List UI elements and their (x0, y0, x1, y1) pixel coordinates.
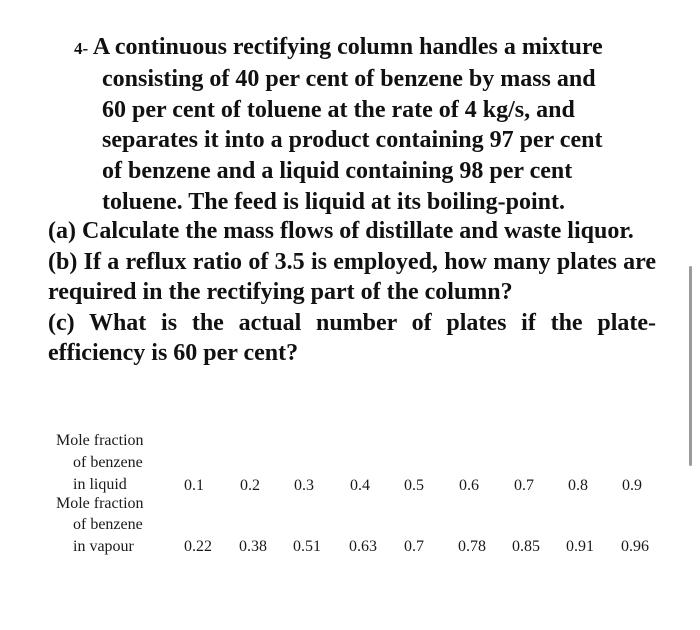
row2-value: 0.96 (621, 538, 649, 555)
row1-label-line: of benzene (73, 454, 143, 471)
row1-value: 0.5 (404, 477, 424, 494)
problem-body-line: of benzene and a liquid containing 98 per cent (102, 158, 573, 185)
problem-first-line-text: A continuous rectifying column handles a mixture (92, 34, 603, 60)
row1-label-line: in liquid (73, 476, 127, 493)
problem-body-line: 60 per cent of toluene at the rate of 4 kg/s, and (102, 96, 575, 123)
row1-value: 0.6 (459, 477, 479, 494)
row1-label-line: Mole fraction (56, 432, 144, 449)
row2-value: 0.63 (349, 538, 377, 555)
part-a: (a) Calculate the mass flows of distillate and waste liquor. (48, 218, 634, 244)
row2-value: 0.22 (184, 538, 212, 555)
row2-value: 0.38 (239, 538, 267, 555)
part-b: (b) If a reflux ratio of 3.5 is employed, how many plates are required in the rectifying part of the column? (48, 248, 656, 305)
row1-value: 0.7 (514, 477, 534, 494)
problem-body-line: toluene. The feed is liquid at its boiling-point. (102, 188, 565, 215)
row1-value: 0.2 (240, 477, 260, 494)
row1-value: 0.9 (622, 477, 642, 494)
row2-label-line: of benzene (73, 516, 143, 533)
row2-value: 0.78 (458, 538, 486, 555)
row1-value: 0.3 (294, 477, 314, 494)
problem-body-line: separates it into a product containing 97 per cent (102, 127, 603, 154)
row2-value: 0.91 (566, 538, 594, 555)
row2-label-line: Mole fraction (56, 495, 144, 512)
row1-value: 0.1 (184, 477, 204, 494)
part-c: (c) What is the actual number of plates if the plate-efficiency is 60 per cent? (48, 309, 656, 366)
row2-value: 0.85 (512, 538, 540, 555)
row1-value: 0.8 (568, 477, 588, 494)
problem-body-line: consisting of 40 per cent of benzene by mass and (102, 66, 596, 92)
vertical-scrollbar[interactable] (689, 266, 692, 466)
row2-value: 0.51 (293, 538, 321, 555)
row2-value: 0.7 (404, 538, 424, 555)
problem-number: 4- (74, 39, 89, 58)
row1-value: 0.4 (350, 477, 370, 494)
row2-label-line: in vapour (73, 538, 134, 555)
